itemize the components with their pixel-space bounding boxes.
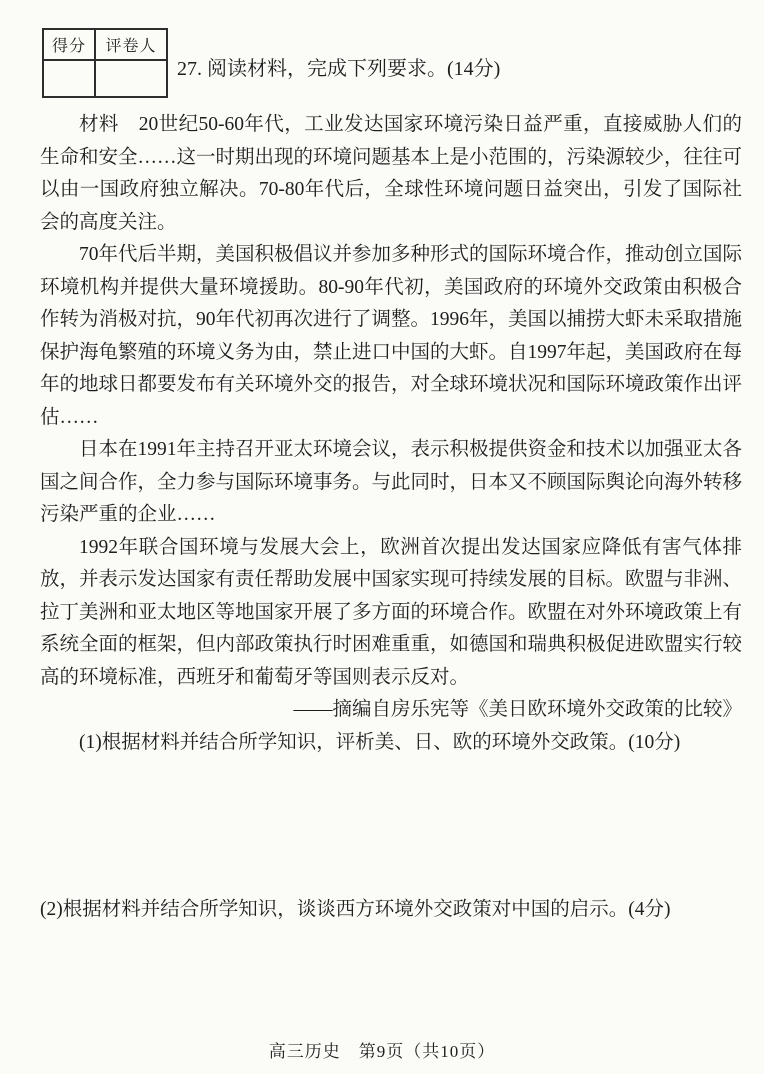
sub-question-1: (1)根据材料并结合所学知识，评析美、日、欧的环境外交政策。(10分) (79, 731, 681, 753)
score-grader-table (42, 28, 168, 98)
score-header-cell: 得分 (44, 30, 96, 61)
material-attribution: ——摘编自房乐宪等《美日欧环境外交政策的比较》 (293, 699, 742, 720)
material-paragraph: 1992年联合国环境与发展大会上，欧洲首次提出发达国家应降低有害气体排放，并表示发达国家有责任帮助发展中国家实现可持续发展的目标。欧盟与非洲、拉丁美洲和亚太地区等地国家开展了多方面的环境合作。欧盟在对外环境政策上有系统全面的框架，但内部政策执行时困难重重，如德国和瑞典积极促进欧盟实行较高的环境标准，西班牙和葡萄牙等国则表示反对。 (40, 536, 743, 688)
material-paragraph: 70年代后半期，美国积极倡议并参加多种形式的国际环境合作，推动创立国际环境机构并提供大量环境援助。80-90年代初，美国政府的环境外交政策由积极合作转为消极对抗，90年代初再次进行了调整。1996年，美国以捕捞大虾未采取措施保护海龟繁殖的环境义务为由，禁止进口中国的大虾。自1997年起，美国政府在每年的地球日都要发布有关环境外交的报告，对全球环境状况和国际环境政策作出评估…… (40, 244, 743, 428)
grader-header-cell: 评卷人 (96, 30, 166, 61)
score-empty-cell (44, 61, 96, 96)
sub-question-2: (2)根据材料并结合所学知识，谈谈西方环境外交政策对中国的启示。(4分) (40, 899, 671, 920)
question-title: 27. 阅读材料，完成下列要求。(14分) (177, 58, 501, 80)
page-footer: 高三历史 第9页（共10页） (268, 1042, 496, 1061)
material-paragraph: 材料 20世纪50-60年代，工业发达国家环境污染日益严重，直接威胁人们的生命和安全……这一时期出现的环境问题基本上是小范围的，污染源较少，往往可以由一国政府独立解决。70-80年代后，全球性环境问题日益突出，引发了国际社会的高度关注。 (40, 114, 743, 233)
material-paragraph: 日本在1991年主持召开亚太环境会议，表示积极提供资金和技术以加强亚太各国之间合作，全力参与国际环境事务。与此同时，日本又不顾国际舆论向海外转移污染严重的企业…… (40, 439, 743, 525)
material-section (40, 109, 742, 759)
grader-empty-cell (96, 61, 166, 96)
